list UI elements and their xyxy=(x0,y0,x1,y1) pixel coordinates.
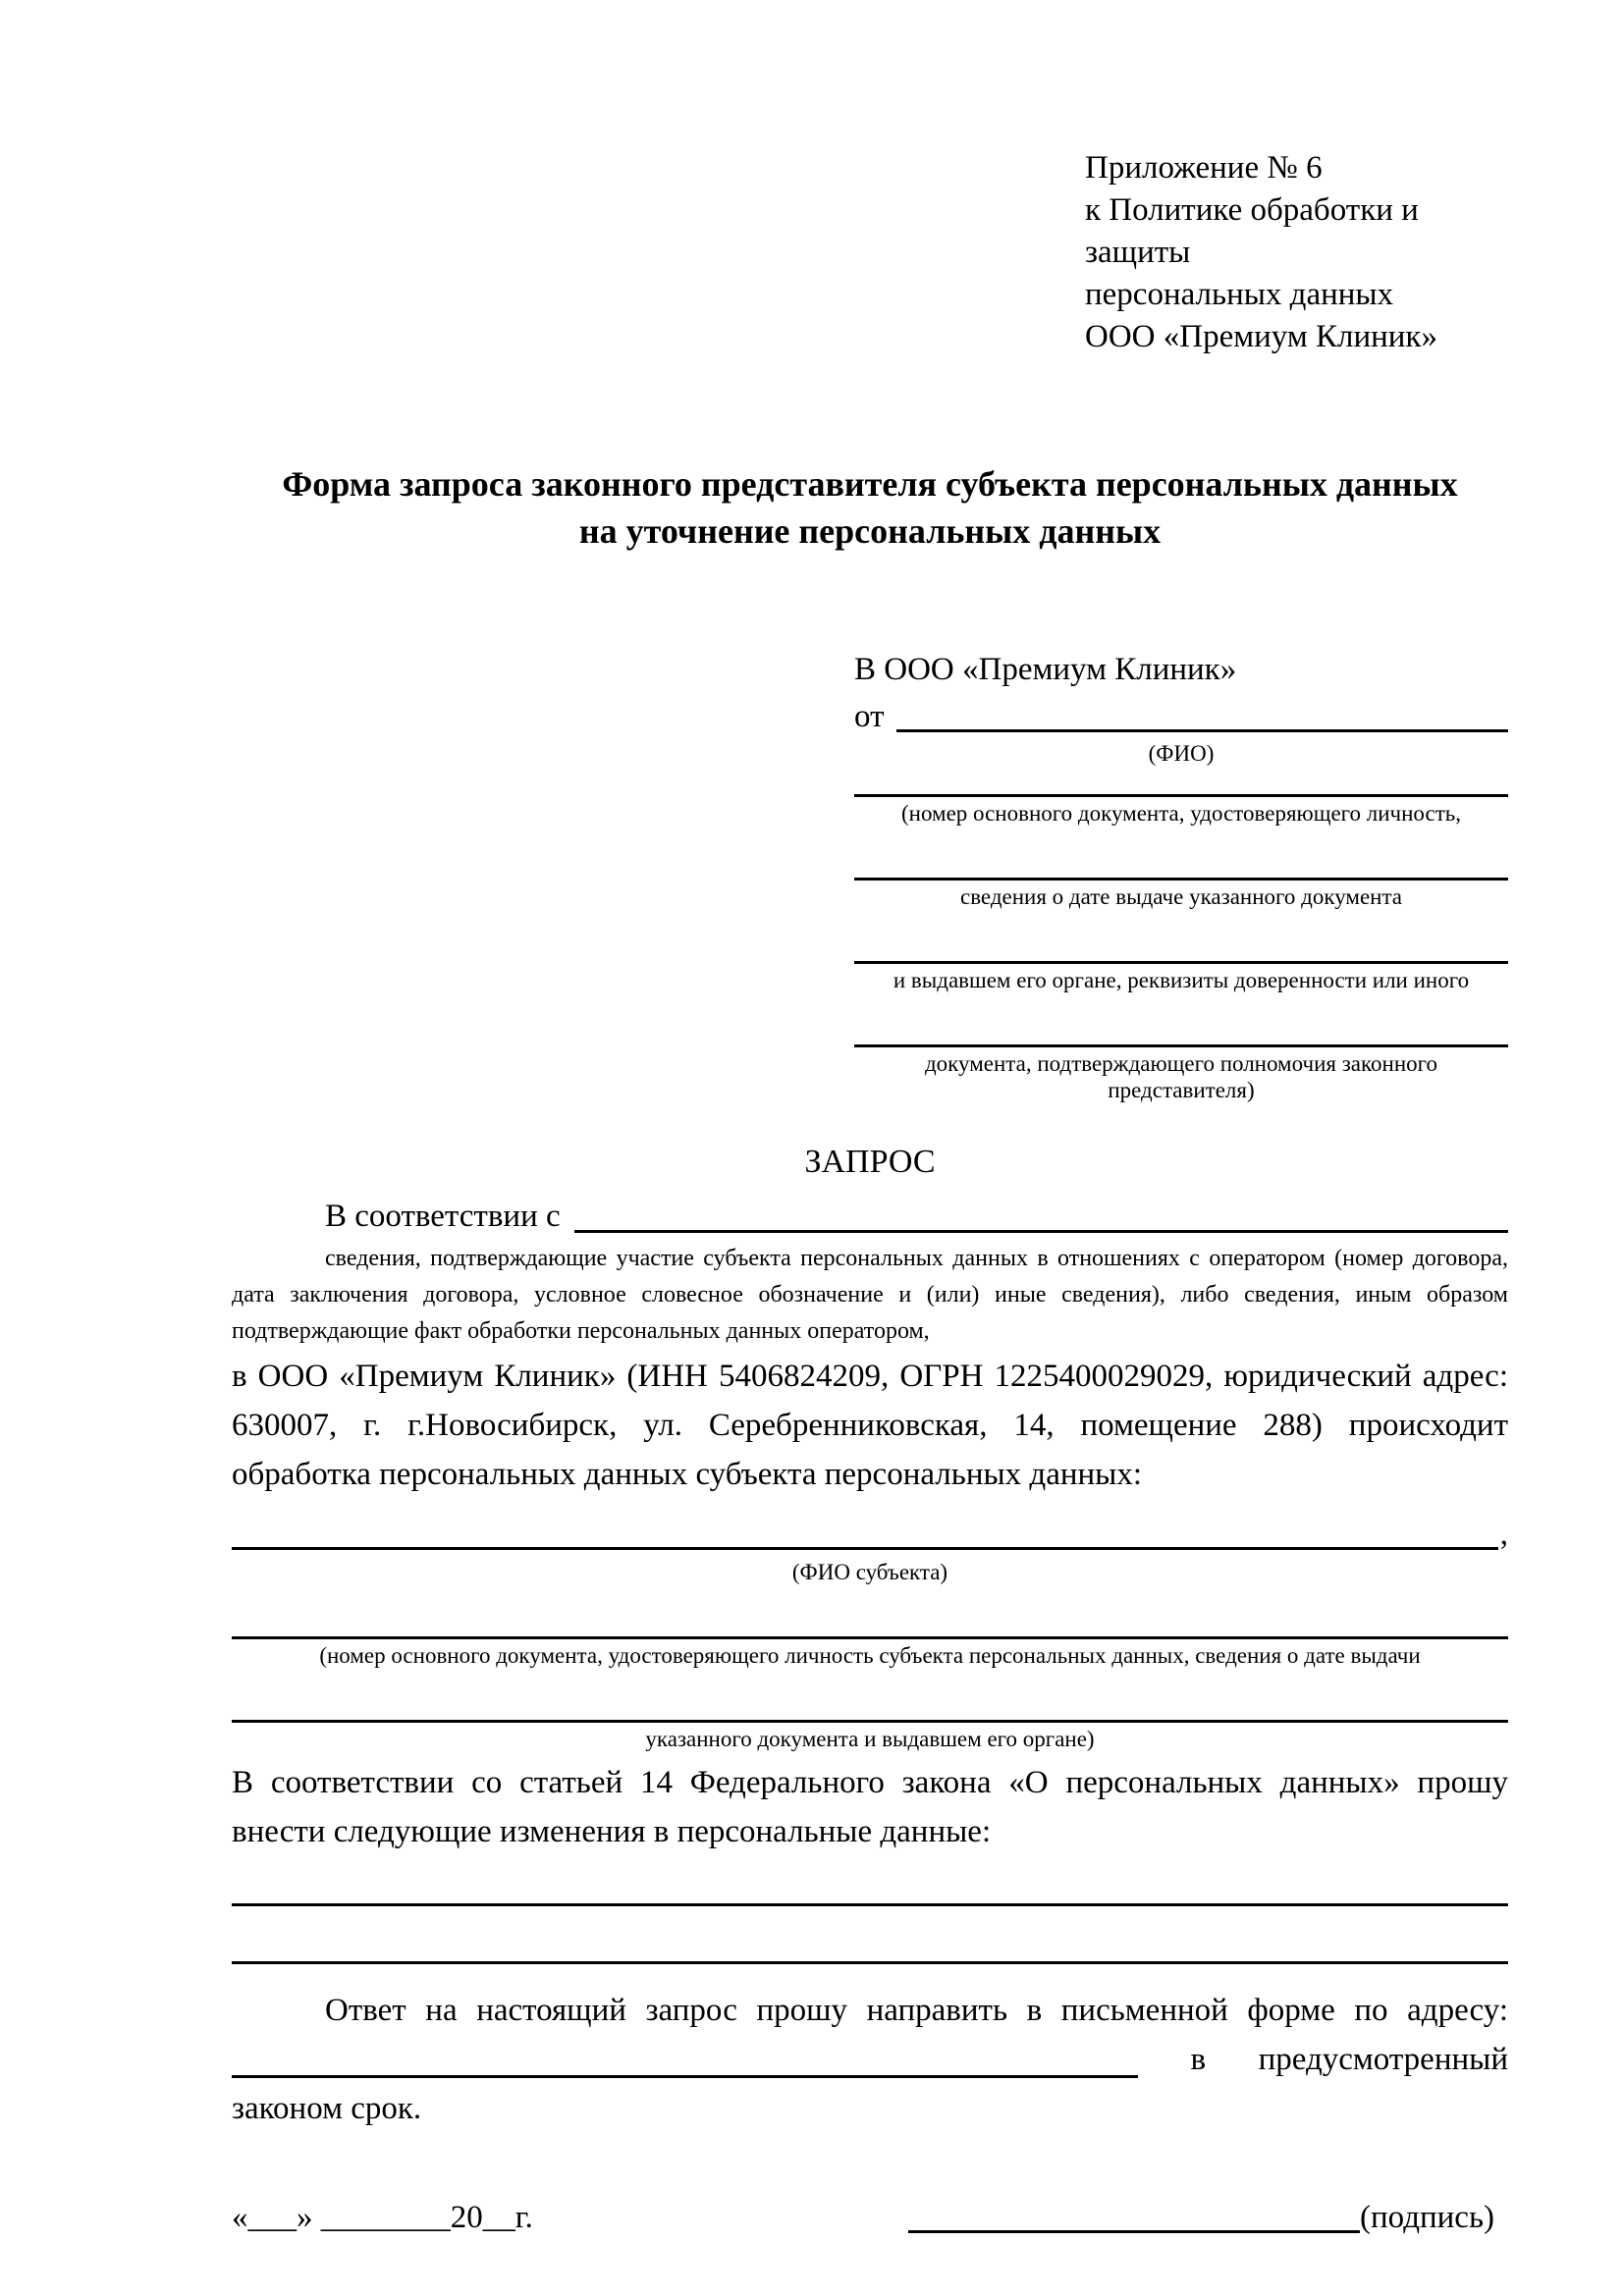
signature-group xyxy=(908,2196,1494,2239)
reply-word-v: в xyxy=(1190,2042,1207,2077)
reply-paragraph-line-1: Ответ на настоящий запрос прошу направить в письменной форме по адресу: xyxy=(325,1993,1508,2028)
authority-document-caption: документа, подтверждающего полномочия законного представителя) xyxy=(924,1051,1437,1102)
signature-line[interactable] xyxy=(908,2230,1360,2233)
subject-doc-group-1 xyxy=(232,1636,1508,1669)
addressee-block xyxy=(854,649,1508,1103)
subject-document-caption-1: (номер основного документа, удостоверяющего личность субъекта персональных данных, сведения о дате выдачи xyxy=(319,1643,1421,1668)
from-row xyxy=(854,696,1508,737)
subject-name-line[interactable] xyxy=(232,1547,1498,1550)
representative-doc-group-3 xyxy=(854,961,1508,993)
appendix-company: ООО «Премиум Клиник» xyxy=(1085,319,1437,354)
subject-document-line-1[interactable] xyxy=(232,1636,1508,1639)
subject-name-row xyxy=(232,1513,1508,1556)
reply-paragraph-line-2 xyxy=(232,2035,1508,2084)
representative-fio-caption: (ФИО) xyxy=(1148,741,1215,766)
reply-paragraph-line-3: законом срок. xyxy=(232,2091,422,2126)
request-heading: ЗАПРОС xyxy=(804,1144,936,1180)
representative-name-line[interactable] xyxy=(896,729,1509,732)
doc-issue-date-caption: сведения о дате выдаче указанного документа xyxy=(959,884,1403,909)
document-title xyxy=(232,460,1508,555)
representative-doc-group-1 xyxy=(854,794,1508,827)
footer-row xyxy=(232,2196,1508,2239)
document-title-line-2: на уточнение персональных данных xyxy=(578,511,1162,551)
operator-paragraph: в ООО «Премиум Клиник» (ИНН 5406824209, ОГРН 1225400029029, юридический адрес: 630007, г. г.Новосибирск, ул. Серебренниковская, 14, помещение 288) происходит обработка персональных данных субъекта персональных данных: xyxy=(232,1359,1508,1492)
authority-document-line[interactable] xyxy=(854,1044,1508,1047)
signature-caption: (подпись) xyxy=(1360,2200,1494,2235)
representative-doc-group-4 xyxy=(854,1044,1508,1103)
representative-doc-group-2 xyxy=(854,878,1508,910)
basis-line[interactable] xyxy=(574,1230,1508,1233)
doc-authority-caption: и выдавшем его органе, реквизиты доверенности или иного xyxy=(893,968,1470,992)
addressee-company: В ООО «Премиум Клиник» xyxy=(854,652,1237,687)
reply-address-line[interactable] xyxy=(232,2075,1138,2078)
basis-row xyxy=(232,1194,1508,1239)
from-label: от xyxy=(854,699,885,734)
subject-fio-caption: (ФИО субъекта) xyxy=(791,1560,948,1584)
doc-issue-date-line[interactable] xyxy=(854,878,1508,881)
changes-line-2[interactable] xyxy=(232,1961,1508,1964)
appendix-policy-line-2: персональных данных xyxy=(1085,277,1394,312)
reply-word-predusmotrennyj: предусмотренный xyxy=(1258,2042,1508,2077)
subject-document-caption-2: указанного документа и выдавшем его органе) xyxy=(645,1727,1095,1751)
subject-name-comma: , xyxy=(1499,1517,1508,1552)
doc-number-line[interactable] xyxy=(854,794,1508,797)
article-paragraph: В соответствии со статьей 14 Федерального закона «О персональных данных» прошу внести следующие изменения в персональные данные: xyxy=(232,1765,1508,1849)
document-title-line-1: Форма запроса законного представителя субъекта персональных данных xyxy=(282,464,1458,504)
date-field[interactable]: «___» ________20__г. xyxy=(232,2200,533,2235)
doc-authority-line[interactable] xyxy=(854,961,1508,964)
doc-number-caption: (номер основного документа, удостоверяющего личность, xyxy=(900,801,1461,826)
changes-line-1[interactable] xyxy=(232,1903,1508,1906)
appendix-number: Приложение № 6 xyxy=(1085,150,1323,186)
subject-doc-group-2 xyxy=(232,1720,1508,1752)
appendix-policy-line: к Политике обработки и защиты xyxy=(1085,192,1419,270)
basis-label: В соответствии с xyxy=(325,1199,561,1234)
basis-footnote: сведения, подтверждающие участие субъекта персональных данных в отношениях с оператором (номер договора, дата заключения договора, условное словесное обозначение и (или) иные сведения), либо сведения, иным образом подтверждающие факт обработки персональных данных оператором, xyxy=(232,1246,1508,1344)
subject-document-line-2[interactable] xyxy=(232,1720,1508,1723)
appendix-header xyxy=(1085,147,1508,358)
